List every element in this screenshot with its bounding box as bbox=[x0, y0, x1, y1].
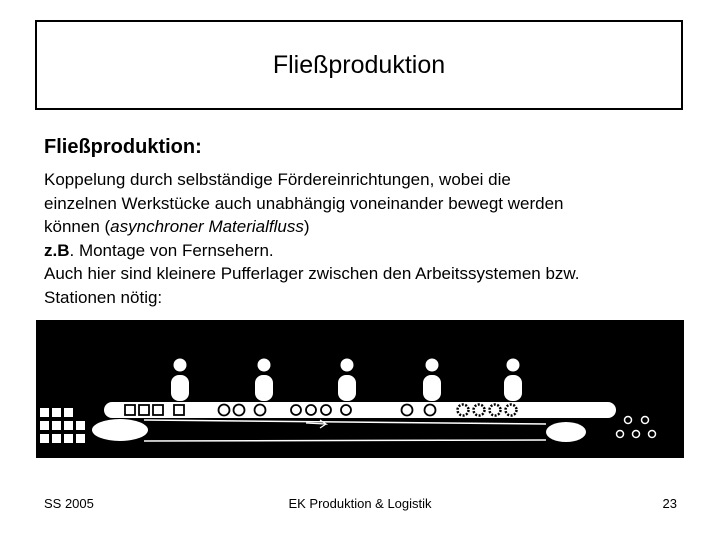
worker-figure-1 bbox=[171, 359, 189, 402]
paragraph-line: Koppelung durch selbständige Fördereinrichtungen, wobei die bbox=[44, 170, 511, 189]
example-label: z.B bbox=[44, 240, 70, 260]
worker-figure-5 bbox=[504, 359, 522, 402]
italic-term: asynchroner Materialfluss bbox=[110, 217, 304, 236]
slide-title-box bbox=[35, 20, 683, 110]
output-buffer-parts bbox=[617, 417, 656, 438]
paragraph-line: Stationen nötig: bbox=[44, 287, 163, 307]
slide-body bbox=[44, 134, 694, 309]
example-text: . Montage von Fernsehern. bbox=[69, 240, 274, 260]
section-heading: Fließproduktion: bbox=[44, 136, 202, 158]
paragraph-line bbox=[44, 215, 694, 239]
paragraph-line: Auch hier sind kleinere Pufferlager zwischen den Arbeitssystemen bzw. bbox=[44, 264, 580, 283]
paragraph-line: einzelnen Werkstücke auch unabhängig voneinander bewegt werden bbox=[44, 193, 564, 213]
assembly-line-drawing bbox=[36, 320, 684, 458]
footer-course: EK Produktion & Logistik bbox=[288, 496, 432, 511]
worker-figure-3 bbox=[338, 359, 356, 402]
worker-figures bbox=[171, 359, 522, 402]
slide-title: Fließproduktion bbox=[272, 50, 446, 79]
worker-figure-2 bbox=[255, 359, 273, 402]
example-line bbox=[44, 239, 694, 263]
text-fragment: ) bbox=[303, 217, 310, 236]
right-roller bbox=[546, 422, 586, 442]
left-roller bbox=[92, 419, 148, 441]
input-buffer-blocks bbox=[40, 408, 85, 443]
footer-semester: SS 2005 bbox=[44, 496, 94, 511]
assembly-line-illustration bbox=[36, 320, 684, 458]
lower-belt bbox=[144, 420, 546, 441]
footer-page-number: 23 bbox=[662, 496, 677, 511]
worker-figure-4 bbox=[423, 359, 441, 402]
text-fragment: können ( bbox=[44, 217, 111, 236]
